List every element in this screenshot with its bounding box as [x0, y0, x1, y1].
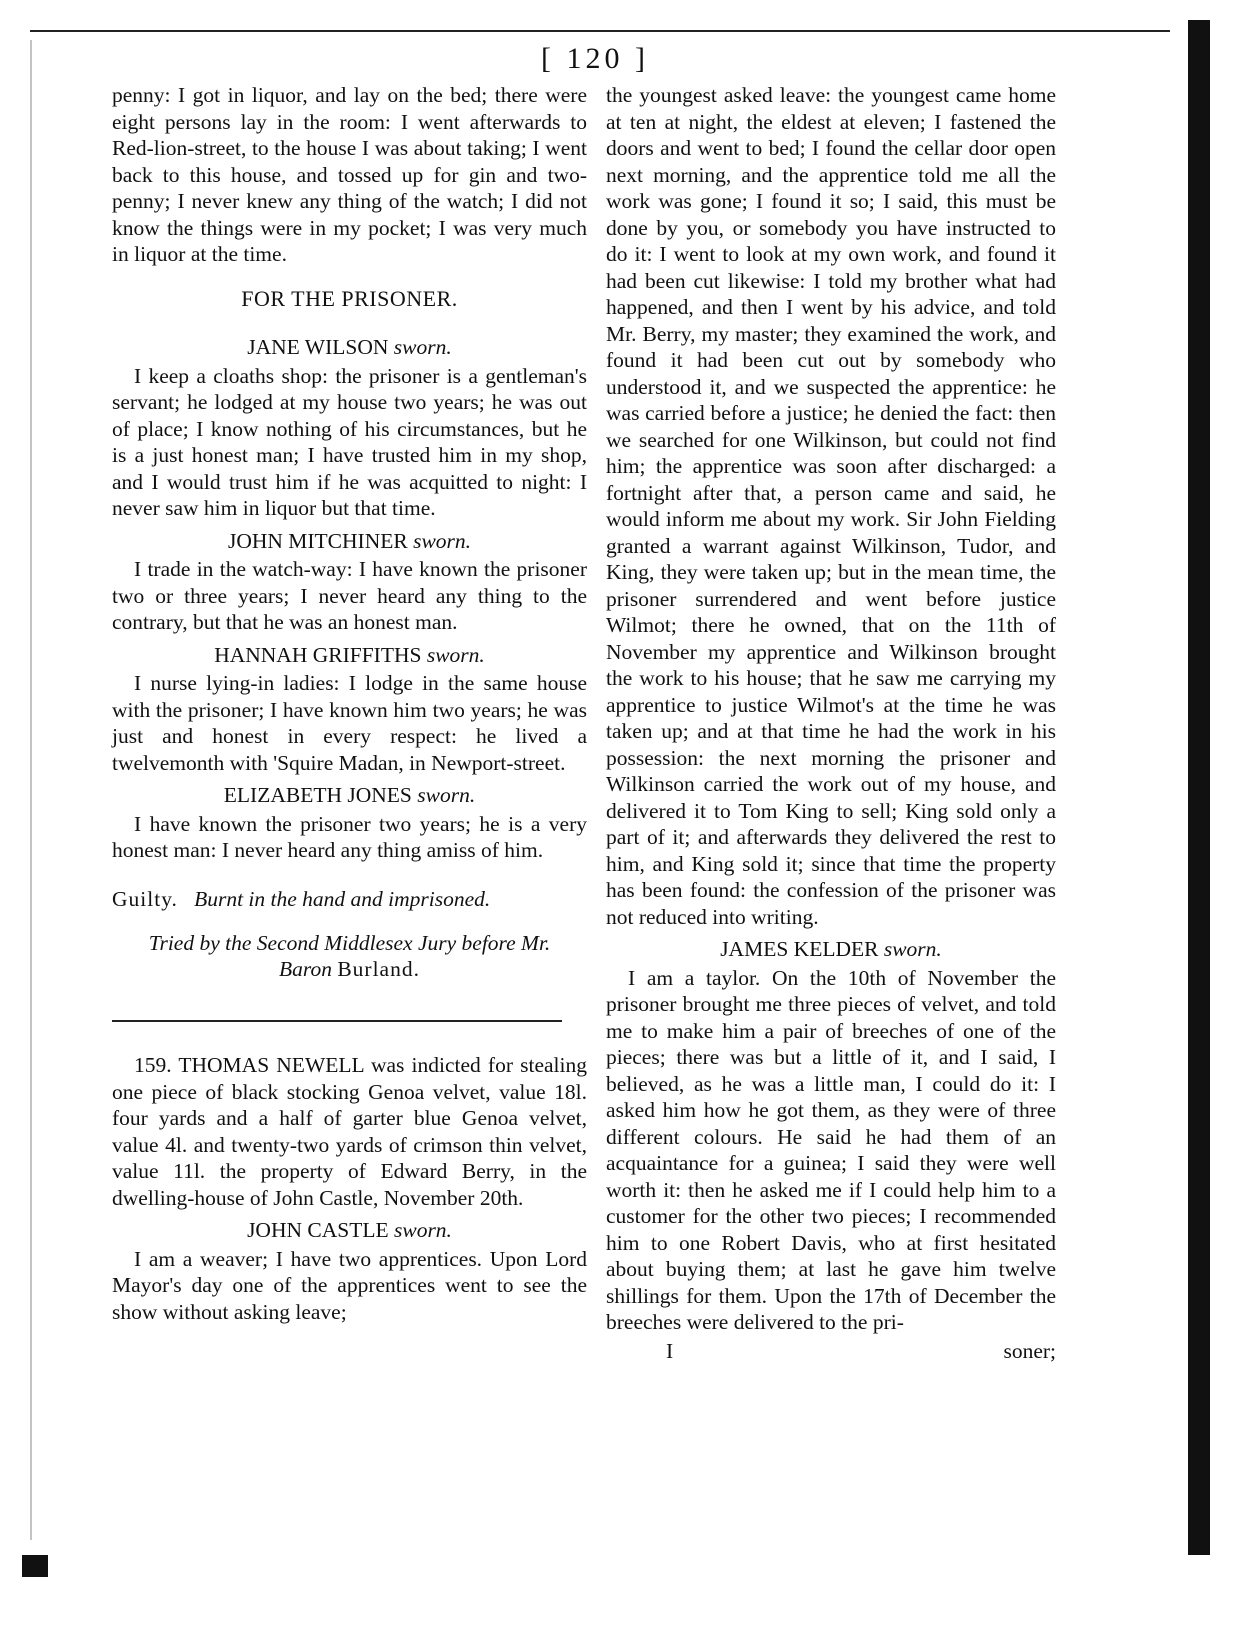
- witness-heading: [606, 936, 1056, 963]
- witness-name: JOHN MITCHINER: [227, 528, 408, 553]
- paragraph-continued: penny: I got in liquor, and lay on the bed; there were eight persons lay in the room: I went afterwards to Red-lion-street, to the house I was about taking; I went back to this house, and tossed up for gin and two-penny; I never knew any thing of the watch; I did not know the things were in my pocket; I was very much in liquor at the time.: [112, 83, 587, 266]
- catchword: soner;: [1003, 1338, 1056, 1363]
- sentence: Burnt in the hand and imprisoned.: [194, 886, 491, 911]
- left-page-edge: [30, 40, 32, 1540]
- testimony: I keep a cloaths shop: the prisoner is a gentleman's servant; he lodged at my house two years; he was out of place; I know nothing of his circumstances, but he is a just honest man; I have trusted him in my shop, and I would trust him if he was acquitted to night: I never saw him in liquor but that time.: [112, 363, 587, 520]
- paragraph-continued: the youngest asked leave: the youngest came home at ten at night, the eldest at eleven; I fastened the doors and went to bed; I found the cellar door open next morning, and the apprentice told me all the work was gone; I found it so; I said, this must be done by you, or somebody you have instructed to do it: I went to look at my own work, and found it had been cut likewise: I told my brother what had happened, and then I went by his advice, and told Mr. Berry, my master; they examined the work, and found it had been cut out by somebody who understood it, and we suspected the apprentice: he was carried before a justice; he denied the fact: then we searched for one Wilkinson, but could not find him; the apprentice was soon after discharged: a fortnight after that, a person came and said, he would inform me about my work. Sir John Fielding granted a warrant against Wilkinson, Tudor, and King, they were taken up; but in the mean time, the prisoner surrendered and went before justice Wilmot; there he owned, that on the 11th of November my apprentice and Wilkinson brought the work to his house; that he saw me carrying my apprentice to justice Wilmot's at the time he was taken up; and at that time he had the work in his possession: the next morning the prisoner and Wilkinson carried the work out of my house, and delivered it to Tom King to sell; King sold only a part of it; and afterwards they delivered the rest to him, and King sold it; since that time the property has been found: the confession of the prisoner was not reduced into writing.: [606, 83, 1056, 929]
- testimony: I trade in the watch-way: I have known the prisoner two or three years; I never heard any thing to the contrary, but that he was an honest man.: [112, 557, 587, 634]
- case-indictment: 159. THOMAS NEWELL was indicted for stealing one piece of black stocking Genoa velvet, value 18l. four yards and a half of garter blue Genoa velvet, value 4l. and twenty-two yards of crimson thin velvet, value 11l. the property of Edward Berry, in the dwelling-house of John Castle, November 20th.: [112, 1053, 587, 1210]
- verdict: [112, 886, 587, 913]
- sworn-label: sworn.: [393, 1218, 452, 1242]
- sworn-label: sworn.: [413, 528, 472, 553]
- testimony: I nurse lying-in ladies: I lodge in the same house with the prisoner; I have known him two years; he was just and honest in every respect: he lived a twelvemonth with 'Squire Madan, in Newport-street.: [112, 671, 587, 775]
- testimony: I am a weaver; I have two apprentices. Upon Lord Mayor's day one of the apprentices went to see the show without asking leave;: [112, 1246, 587, 1324]
- tried-line-1: Tried by the Second Middlesex Jury before Mr.: [148, 931, 551, 955]
- sworn-label: sworn.: [426, 642, 485, 667]
- section-heading: FOR THE PRISONER.: [241, 285, 458, 311]
- top-rule: [30, 30, 1170, 32]
- witness-name: JOHN CASTLE: [247, 1218, 389, 1242]
- sworn-label: sworn.: [417, 783, 476, 807]
- witness-name: JANE WILSON: [247, 335, 389, 359]
- witness-heading: [112, 642, 587, 669]
- testimony: I have known the prisoner two years; he is a very honest man: I never heard any thing amiss of him.: [112, 811, 587, 862]
- witness-heading: [112, 334, 587, 361]
- testimony: I am a taylor. On the 10th of November the prisoner brought me three pieces of velvet, and told me to make him a pair of breeches of one of the pieces; there was but a little of it, and I said, I believed, as he was a little man, I could do it: I asked him how he got them, as they were of three different colours. He said he had them of an acquaintance for a guinea; I said they were well worth it: then he asked me if I could help him to a customer for the other two pieces; I recommended him to one Robert Davis, who at first hesitated about buying them; at last he gave him twelve shillings for them. Upon the 17th of December the breeches were delivered to the pri-: [606, 965, 1056, 1334]
- witness-name: JAMES KELDER: [720, 937, 879, 961]
- tried-line-2-pre: Baron: [279, 957, 332, 981]
- page-footer: [606, 1338, 1056, 1365]
- witness-heading: [112, 782, 587, 809]
- page-number: [ 120 ]: [541, 42, 649, 75]
- witness-heading: [112, 528, 587, 555]
- right-column: [606, 82, 1056, 1364]
- witness-name: ELIZABETH JONES: [223, 783, 412, 807]
- scan-corner-mark: [22, 1555, 48, 1577]
- witness-heading: [112, 1217, 587, 1244]
- scan-edge-shadow: [1188, 20, 1210, 1555]
- verdict-word: Guilty.: [112, 886, 178, 911]
- case-divider: [112, 1020, 562, 1022]
- judge-name: Burland.: [337, 957, 420, 981]
- sworn-label: sworn.: [393, 335, 452, 359]
- sworn-label: sworn.: [883, 937, 942, 961]
- tried-before-line: [112, 930, 587, 982]
- witness-name: HANNAH GRIFFITHS: [214, 642, 422, 667]
- left-column: [112, 82, 587, 1325]
- signature-mark: I: [666, 1338, 674, 1363]
